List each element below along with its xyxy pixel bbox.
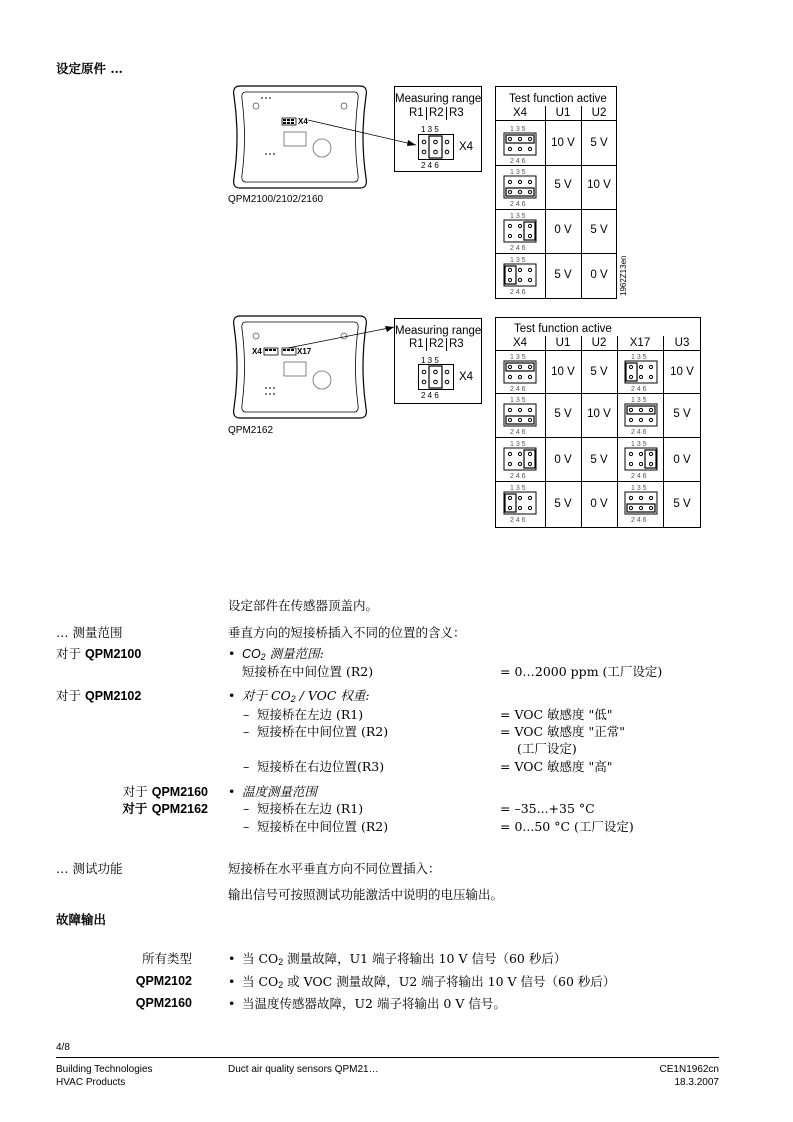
fault-heading: 故障输出: [56, 912, 107, 927]
svg-text:2 4 6: 2 4 6: [631, 473, 647, 479]
tf2-r2-u3: 5 V: [673, 408, 691, 420]
r2-label: R2: [429, 107, 444, 119]
svg-text:1 3 5: 1 3 5: [631, 354, 647, 361]
qpm2102-value-3: = VOC 敏感度 "高": [500, 759, 613, 774]
qpm2102-item-1: – 短接桥在左边 (R1): [257, 707, 363, 722]
jumper-test-3-icon: [503, 211, 537, 251]
tf-h-u2: U2: [591, 107, 607, 119]
tf1-r1-u1: 10 V: [551, 137, 575, 149]
r3-label-2: R3: [449, 338, 464, 350]
tf2-r1-u2: 5 V: [590, 366, 608, 378]
device-caption-2: QPM2162: [228, 425, 274, 436]
footer-doc-id: CE1N1962cn: [659, 1064, 719, 1075]
svg-text:1 3 5: 1 3 5: [510, 485, 526, 492]
test-line-2: 输出信号可按照测试功能激活中说明的电压输出。: [228, 887, 504, 902]
tf1-r2-u1: 5 V: [554, 179, 572, 191]
fault-row-2-text: • 当 $CO_2$ 或 VOC 测量故障，U2 端子将输出 10 V 信号（60 秒后）: [242, 974, 615, 989]
pin-numbers-bottom: 2 4 6: [421, 161, 439, 170]
tf2-h-u3: U3: [674, 337, 690, 349]
qpm2102-item-3: – 短接桥在右边位置(R3): [257, 759, 384, 774]
qpm2160-value-1: = –35...+35 °C: [500, 801, 595, 816]
jumper-x17-4-icon: [624, 483, 658, 525]
pin-numbers-top-2: 1 3 5: [421, 356, 439, 365]
tf1-r1-u2: 5 V: [590, 137, 608, 149]
jumper-r2-icon-2: [418, 364, 454, 390]
svg-text:2 4 6: 2 4 6: [510, 245, 526, 251]
jumper-x4-3-icon: [503, 439, 537, 479]
jumper-r2-icon: [418, 134, 454, 160]
svg-text:1 3 5: 1 3 5: [510, 441, 526, 448]
pin-numbers-bottom-2: 2 4 6: [421, 391, 439, 400]
svg-text:1 3 5: 1 3 5: [631, 485, 647, 492]
tf2-h-u2: U2: [591, 337, 607, 349]
svg-text:1 3 5: 1 3 5: [510, 397, 526, 404]
tf2-r2-u2: 10 V: [587, 408, 611, 420]
measure-label: … 测量范围: [56, 625, 123, 640]
svg-text:2 4 6: 2 4 6: [510, 517, 526, 524]
tf1-r3-u1: 0 V: [554, 224, 572, 236]
tf1-r2-u2: 10 V: [587, 179, 611, 191]
test-line-1: 短接桥在水平垂直方向不同位置插入：: [228, 861, 441, 876]
r1-label-2: R1: [409, 338, 424, 350]
qpm2102-value-1: = VOC 敏感度 "低": [500, 707, 613, 722]
footer-company-2: HVAC Products: [56, 1077, 126, 1088]
x4-tag-2: X4: [252, 347, 262, 356]
intro-text: 设定部件在传感器顶盖内。: [228, 598, 379, 613]
jumper-x17-1-icon: [624, 352, 658, 392]
leader-line-2: [286, 322, 398, 352]
qpm2160-item-1: – 短接桥在左边 (R1): [257, 801, 363, 816]
svg-text:2 4 6: 2 4 6: [510, 289, 526, 296]
fault-row-1-label: 所有类型: [141, 951, 192, 966]
svg-text:1 3 5: 1 3 5: [631, 397, 647, 404]
x4-label-2: X4: [459, 371, 474, 383]
qpm2100-label: 对于 QPM2100: [56, 646, 142, 661]
tf-h-u1: U1: [555, 107, 571, 119]
tf2-title: Test function active: [514, 323, 612, 335]
jumper-x4-1-icon: [503, 352, 537, 392]
qpm2100-value: = 0…2000 ppm (工厂设定): [500, 664, 663, 679]
jumper-test-1-icon: [503, 124, 537, 164]
svg-text:2 4 6: 2 4 6: [510, 473, 526, 479]
jumper-x4-2-icon: [503, 395, 537, 435]
r3-label: R3: [449, 107, 464, 119]
qpm2160-value-2: = 0...50 °C (工厂设定): [500, 819, 634, 834]
fault-row-2-label: QPM2102: [135, 974, 192, 988]
svg-text:2 4 6: 2 4 6: [510, 158, 526, 164]
measuring-range-title: Measuring range: [395, 93, 482, 105]
svg-text:1 3 5: 1 3 5: [510, 213, 526, 220]
measure-desc: 垂直方向的短接桥插入不同的位置的含义：: [228, 625, 466, 640]
device-caption: QPM2100/2102/2160: [228, 194, 324, 205]
jumper-x17-3-icon: [624, 439, 658, 479]
jumper-x17-2-icon: [624, 395, 658, 435]
svg-text:1 3 5: 1 3 5: [631, 441, 647, 448]
footer-date: 18.3.2007: [674, 1077, 719, 1088]
tf2-r3-u3: 0 V: [673, 454, 691, 466]
fault-row-3-text: • 当温度传感器故障，U2 端子将输出 0 V 信号。: [242, 996, 506, 1011]
jumper-test-2-icon: [503, 167, 537, 207]
svg-text:1 3 5: 1 3 5: [510, 169, 526, 176]
qpm2102-value-2: = VOC 敏感度 "正常": [500, 724, 626, 739]
footer-title: Duct air quality sensors QPM21…: [228, 1064, 379, 1075]
fault-row-3-label: QPM2160: [135, 996, 192, 1010]
jumper-test-4-icon: [503, 255, 537, 297]
svg-text:2 4 6: 2 4 6: [510, 386, 526, 392]
page-number: 4/8: [56, 1042, 70, 1053]
tf2-r1-u3: 10 V: [670, 366, 694, 378]
fault-row-1-text: • 当 $CO_2$ 测量故障，U1 端子将输出 10 V 信号（60 秒后）: [242, 951, 566, 966]
r2-label-2: R2: [429, 338, 444, 350]
qpm2162-label: 对于 QPM2162: [122, 801, 208, 816]
tf2-r4-u1: 5 V: [554, 498, 572, 510]
qpm2160-bullet: • 温度测量范围: [242, 784, 317, 799]
svg-text:2 4 6: 2 4 6: [631, 386, 647, 392]
svg-text:1 3 5: 1 3 5: [510, 354, 526, 361]
tf2-r4-u2: 0 V: [590, 498, 608, 510]
x17-tag: X17: [297, 347, 312, 356]
tf2-r3-u2: 5 V: [590, 454, 608, 466]
x4-label: X4: [459, 141, 474, 153]
qpm2102-bullet: • 对于 $CO_2$ / VOC 权重:: [242, 688, 370, 703]
footer-rule: [56, 1057, 719, 1058]
tf1-r4-u1: 5 V: [554, 269, 572, 281]
tf1-r4-u2: 0 V: [590, 269, 608, 281]
footer-company-1: Building Technologies: [56, 1064, 153, 1075]
section-heading: 设定原件 …: [56, 61, 123, 76]
svg-text:2 4 6: 2 4 6: [510, 201, 526, 207]
test-label: … 测试功能: [56, 861, 123, 876]
qpm2160-item-2: – 短接桥在中间位置 (R2): [257, 819, 388, 834]
tf2-r3-u1: 0 V: [554, 454, 572, 466]
qpm2102-label: 对于 QPM2102: [56, 688, 142, 703]
tf2-h-u1: U1: [555, 337, 571, 349]
drawing-id: 1962Z13en: [619, 255, 628, 296]
qpm2100-bullet: • $CO_2$ 测量范围:: [242, 646, 324, 662]
tf-title: Test function active: [509, 93, 607, 105]
tf2-r4-u3: 5 V: [673, 498, 691, 510]
svg-text:1 3 5: 1 3 5: [510, 126, 526, 133]
measuring-range-title-2: Measuring range: [395, 325, 482, 337]
svg-text:1 3 5: 1 3 5: [510, 257, 526, 264]
tf2-r1-u1: 10 V: [551, 366, 575, 378]
tf1-r3-u2: 5 V: [590, 224, 608, 236]
svg-text:2 4 6: 2 4 6: [631, 517, 647, 524]
tf2-h-x17: X17: [629, 337, 651, 349]
qpm2102-value-2b: (工厂设定): [517, 741, 577, 756]
tf2-h-x4: X4: [512, 337, 528, 349]
qpm2100-line: 短接桥在中间位置 (R2): [242, 664, 374, 679]
tf2-r2-u1: 5 V: [554, 408, 572, 420]
pin-numbers-top: 1 3 5: [421, 125, 439, 134]
qpm2102-item-2: – 短接桥在中间位置 (R2): [257, 724, 388, 739]
r1-label: R1: [409, 107, 424, 119]
jumper-x4-4-icon: [503, 483, 537, 525]
svg-text:2 4 6: 2 4 6: [631, 429, 647, 435]
x4-tag: X4: [298, 117, 308, 126]
tf-h-x4: X4: [512, 107, 528, 119]
qpm2160-label: 对于 QPM2160: [122, 784, 208, 799]
svg-text:2 4 6: 2 4 6: [510, 429, 526, 435]
